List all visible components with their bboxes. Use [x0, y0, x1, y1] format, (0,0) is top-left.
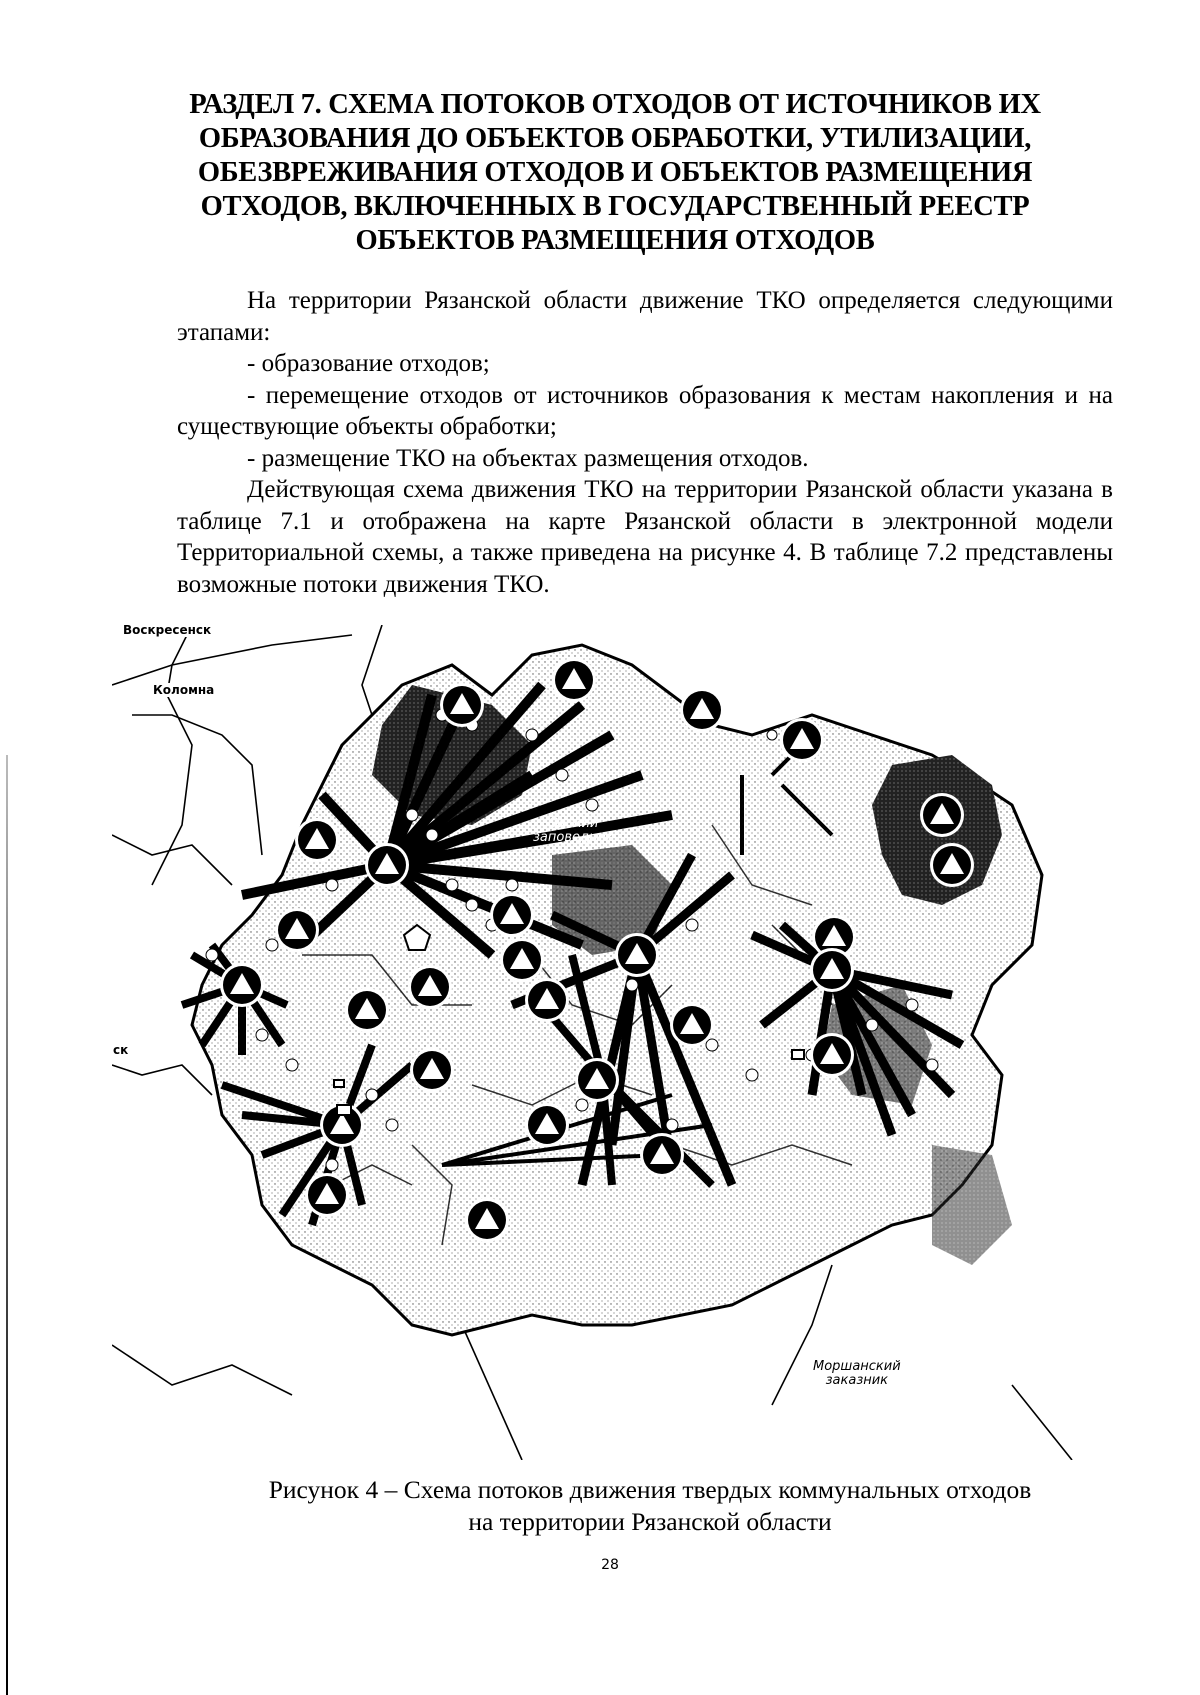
caption-line-2: на территории Рязанской области	[468, 1507, 832, 1536]
morshansky-line-2: заказник	[825, 1373, 889, 1388]
figure-caption	[170, 1474, 1130, 1538]
map-label-oksky-reserve	[532, 817, 615, 845]
paragraph-stage-2: - перемещение отходов от источников образования к местам накопления и на существующие объекты обработки;	[177, 381, 1113, 440]
map-graphic	[112, 625, 1152, 1460]
scan-edge-line	[6, 755, 8, 1695]
oksky-line-2: заповедник	[533, 830, 614, 845]
paragraph-scheme: Действующая схема движения ТКО на территории Рязанской области указана в таблице 7.1 и отображена на карте Рязанской области в электронной модели Территориальной схемы, а также приведена на рисунке 4. В таблице 7.2 представлены возможные потоки движения ТКО.	[177, 476, 1113, 598]
heading-line-2: ОБРАЗОВАНИЯ ДО ОБЪЕКТОВ ОБРАБОТКИ, УТИЛИЗАЦИИ,	[198, 123, 1032, 154]
morshansky-line-1: Моршанский	[813, 1359, 901, 1374]
paragraph-stage-3: - размещение ТКО на объектах размещения отходов.	[247, 444, 809, 472]
heading-line-5: ОБЪЕКТОВ РАЗМЕЩЕНИЯ ОТХОДОВ	[355, 225, 875, 256]
section-heading	[170, 88, 1060, 258]
caption-line-1: Рисунок 4 – Схема потоков движения твердых коммунальных отходов	[268, 1475, 1032, 1504]
page-number: 28	[601, 1557, 619, 1573]
paragraph-stage-1: - образование отходов;	[247, 350, 490, 377]
map-label-left-fragment: ск	[113, 1043, 129, 1057]
oksky-line-1: Окский	[548, 816, 599, 831]
waste-flow-map	[112, 625, 1152, 1460]
heading-line-1: РАЗДЕЛ 7. СХЕМА ПОТОКОВ ОТХОДОВ ОТ ИСТОЧНИКОВ ИХ	[189, 89, 1041, 120]
heading-line-4: ОТХОДОВ, ВКЛЮЧЕННЫХ В ГОСУДАРСТВЕННЫЙ РЕЕСТР	[200, 191, 1030, 222]
map-label-morshansky-reserve	[812, 1360, 902, 1388]
heading-line-3: ОБЕЗВРЕЖИВАНИЯ ОТХОДОВ И ОБЪЕКТОВ РАЗМЕЩЕНИЯ	[197, 157, 1033, 188]
body-text	[177, 285, 1113, 600]
map-label-kolomna: Коломна	[153, 683, 215, 697]
map-label-voskresensk: Воскресенск	[123, 623, 212, 637]
paragraph-intro: На территории Рязанской области движение ТКО определяется следующими этапами:	[177, 287, 1113, 346]
